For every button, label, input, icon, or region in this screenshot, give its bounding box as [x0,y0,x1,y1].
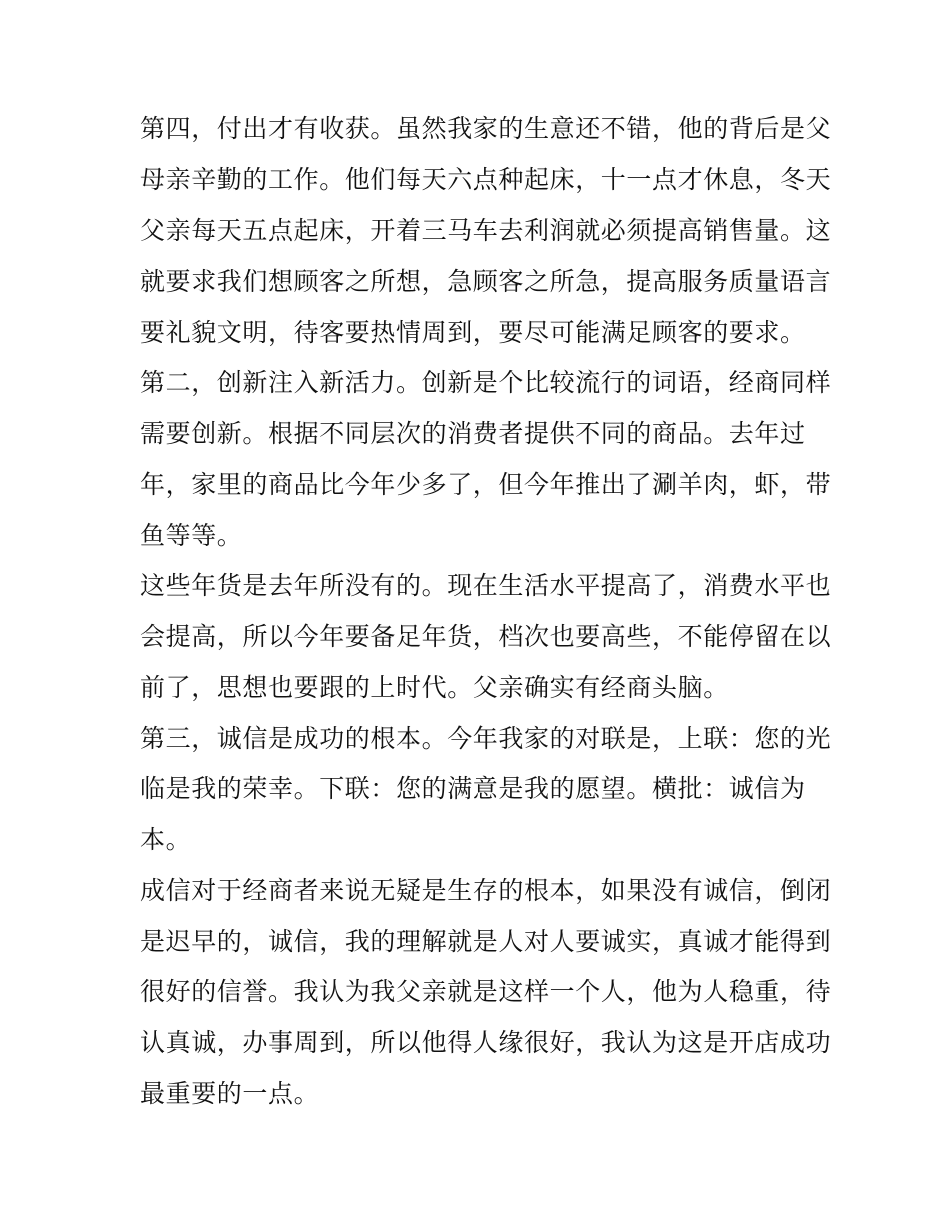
text-line: 第二，创新注入新活力。创新是个比较流行的词语，经商同样 [140,368,832,397]
text-line: 鱼等等。 [140,521,243,550]
text-line: 第三，诚信是成功的根本。今年我家的对联是，上联：您的光 [140,724,832,753]
text-line: 就要求我们想顾客之所想，急顾客之所急，提高服务质量语言 [140,267,832,296]
text-line: 这些年货是去年所没有的。现在生活水平提高了，消费水平也 [140,571,832,600]
text-line: 母亲辛勤的工作。他们每天六点种起床，十一点才休息，冬天 [140,165,832,194]
text-line: 最重要的一点。 [140,1079,320,1108]
text-line: 临是我的荣幸。下联：您的满意是我的愿望。横批：诚信为 [140,774,806,803]
text-line: 年，家里的商品比今年少多了，但今年推出了涮羊肉，虾，带 [140,470,832,499]
text-line: 第四，付出才有收获。虽然我家的生意还不错，他的背后是父 [140,114,832,143]
text-line: 本。 [140,825,192,854]
text-line: 很好的信誉。我认为我父亲就是这样一个人，他为人稳重，待 [140,977,832,1006]
text-line: 父亲每天五点起床，开着三马车去利润就必须提高销售量。这 [140,216,832,245]
text-line: 认真诚，办事周到，所以他得人缘很好，我认为这是开店成功 [140,1028,832,1057]
text-line: 会提高，所以今年要备足年货，档次也要高些，不能停留在以 [140,622,832,651]
text-line: 是迟早的，诚信，我的理解就是人对人要诚实，真诚才能得到 [140,927,832,956]
text-line: 成信对于经商者来说无疑是生存的根本，如果没有诚信，倒闭 [140,876,832,905]
text-line: 需要创新。根据不同层次的消费者提供不同的商品。去年过 [140,419,806,448]
text-line: 前了，思想也要跟的上时代。父亲确实有经商头脑。 [140,673,729,702]
text-line: 要礼貌文明，待客要热情周到，要尽可能满足顾客的要求。 [140,318,806,347]
